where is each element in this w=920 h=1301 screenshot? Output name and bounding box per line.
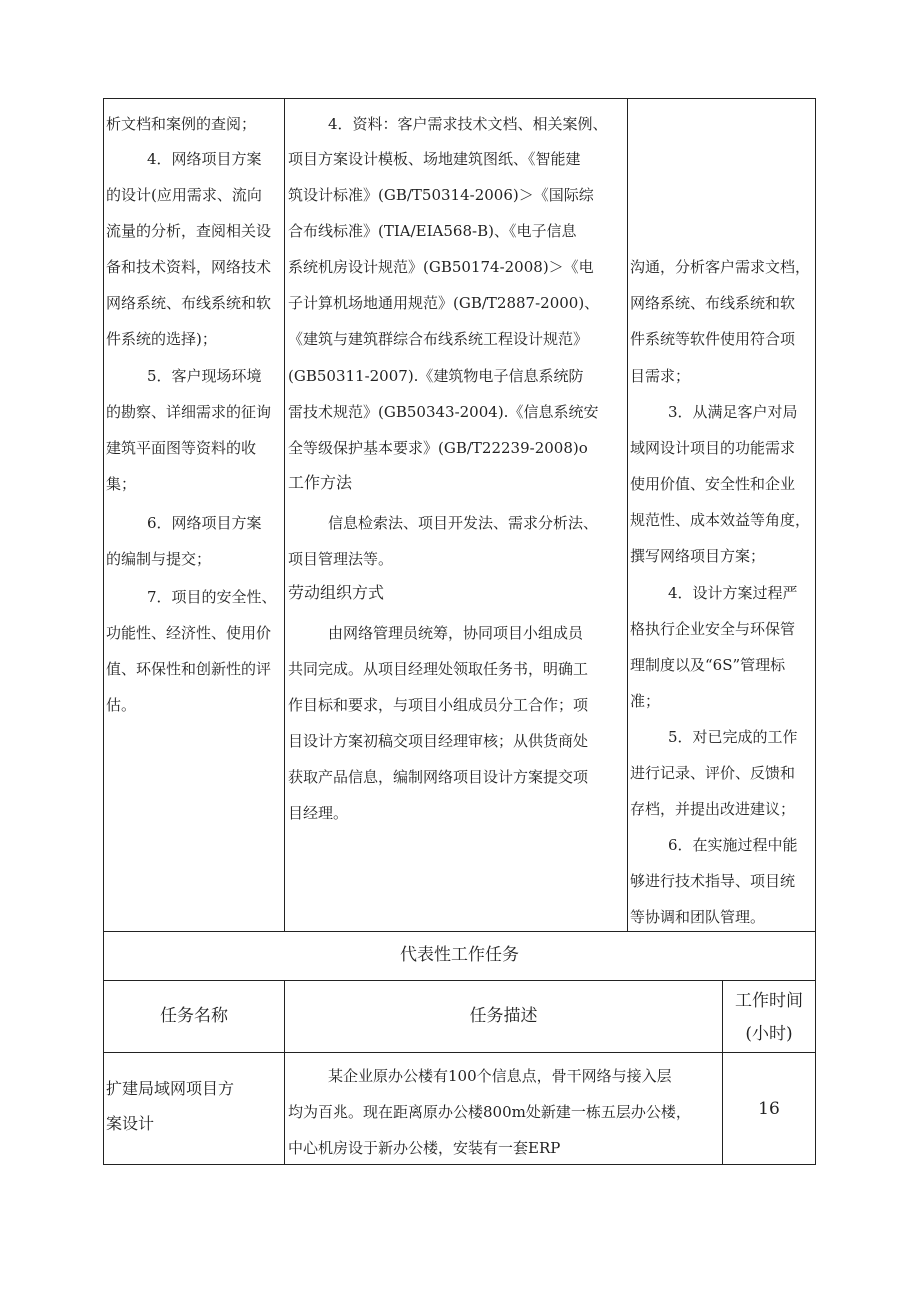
- col1-line: 的勘察、详细需求的征询: [106, 403, 272, 421]
- col3-line: 规范性、成本效益等角度，: [630, 511, 811, 529]
- col2-line: 作目标和要求，与项目小组成员分工合作；项: [288, 696, 589, 714]
- col2-line: 子计算机场地通用规范》(GB/T2887-2000)、: [288, 294, 600, 312]
- col1-line: 件系统的选择)；: [106, 330, 217, 348]
- col-divider-2-top: [627, 98, 628, 932]
- col1-line: 值、环保性和创新性的评: [106, 660, 272, 678]
- col1-line: 5．客户现场环境: [147, 367, 262, 385]
- col2-line: 雷技术规范》(GB50343-2004).《信息系统安: [288, 403, 599, 421]
- task-name-line2: 案设计: [106, 1114, 155, 1133]
- col3-line: 理制度以及“6S”管理标: [630, 656, 786, 674]
- col2-line: 目经理。: [288, 804, 349, 822]
- col3-line: 撰写网络项目方案；: [630, 547, 766, 565]
- col1-line: 建筑平面图等资料的收: [106, 439, 257, 457]
- task-name-line1: 扩建局域网项目方: [106, 1079, 235, 1098]
- header-task-name: 任务名称: [160, 1006, 228, 1026]
- col3-line: 准；: [630, 692, 661, 710]
- col1-line: 集；: [106, 475, 137, 493]
- col3-line: 4．设计方案过程严: [668, 584, 798, 602]
- col3-line: 等协调和团队管理。: [630, 908, 766, 926]
- task-desc-line: 中心机房设于新办公楼，安装有一套ERP: [288, 1139, 561, 1157]
- col3-line: 存档，并提出改进建议；: [630, 800, 796, 818]
- col3-line: 域网设计项目的功能需求: [630, 439, 796, 457]
- col1-line: 析文档和案例的查阅；: [106, 115, 257, 133]
- header-work-hours-unit: (小时): [745, 1024, 793, 1044]
- col3-line: 5．对已完成的工作: [668, 728, 798, 746]
- row-top-border: [103, 1052, 816, 1053]
- col2-line: 《建筑与建筑群综合布线系统工程设计规范》: [288, 330, 589, 348]
- col2-line: 目设计方案初稿交项目经理审核；从供货商处: [288, 732, 589, 750]
- col3-line: 件系统等软件使用符合项: [630, 330, 796, 348]
- col1-line: 网络系统、布线系统和软: [106, 294, 272, 312]
- col2-line: 由网络管理员统筹，协同项目小组成员: [328, 624, 584, 642]
- col3-line: 目需求；: [630, 367, 691, 385]
- col2-heading-method: 工作方法: [288, 473, 353, 492]
- col3-line: 格执行企业安全与环保管: [630, 620, 796, 638]
- col2-line: 系统机房设计规范》(GB50174-2008)＞《电: [288, 258, 594, 276]
- task-desc-line: 均为百兆。现在距离原办公楼800m处新建一栋五层办公楼，: [288, 1103, 691, 1121]
- col1-line: 4．网络项目方案: [147, 150, 262, 168]
- col3-line: 沟通，分析客户需求文档，: [630, 258, 811, 276]
- task-desc-line: 某企业原办公楼有100个信息点，骨干网络与接入层: [328, 1067, 672, 1085]
- col3-line: 进行记录、评价、反馈和: [630, 764, 796, 782]
- section-title: 代表性工作任务: [400, 945, 519, 965]
- col2-line: 获取产品信息，编制网络项目设计方案提交项: [288, 768, 589, 786]
- col2-line: 项目方案设计模板、场地建筑图纸、《智能建: [288, 150, 581, 168]
- col-divider-1-top: [284, 98, 285, 932]
- col3-line: 够进行技术指导、项目统: [630, 872, 796, 890]
- col2-line: 信息检索法、项目开发法、需求分析法、: [328, 514, 599, 532]
- col3-line: 3．从满足客户对局: [668, 403, 798, 421]
- header-work-hours: 工作时间: [735, 991, 803, 1011]
- header-task-desc: 任务描述: [469, 1006, 538, 1026]
- col2-heading-labor: 劳动组织方式: [288, 583, 385, 602]
- section-top-border: [103, 931, 816, 932]
- header-top-border: [103, 980, 816, 981]
- task-hours: 16: [758, 1099, 780, 1119]
- col1-line: 的设计(应用需求、流向: [106, 186, 262, 204]
- col3-line: 使用价值、安全性和企业: [630, 475, 796, 493]
- col2-line: 4．资料：客户需求技术文档、相关案例、: [328, 115, 608, 133]
- col1-line: 流量的分析，查阅相关设: [106, 222, 272, 240]
- col1-line: 的编制与提交；: [106, 550, 212, 568]
- col2-line: 全等级保护基本要求》(GB/T22239-2008)o: [288, 439, 588, 457]
- col2-line: (GB50311-2007).《建筑物电子信息系统防: [288, 367, 584, 385]
- right-border: [815, 98, 816, 1165]
- col2-line: 共同完成。从项目经理处领取任务书，明确工: [288, 660, 589, 678]
- col1-line: 7．项目的安全性、: [147, 588, 277, 606]
- col1-line: 估。: [106, 696, 137, 714]
- col1-line: 备和技术资料，网络技术: [106, 258, 272, 276]
- col1-line: 6．网络项目方案: [147, 514, 262, 532]
- col3-line: 网络系统、布线系统和软: [630, 294, 796, 312]
- col2-line: 项目管理法等。: [288, 550, 394, 568]
- col2-line: 筑设计标准》(GB/T50314-2006)＞《国际综: [288, 186, 594, 204]
- col3-line: 6．在实施过程中能: [668, 836, 798, 854]
- col2-line: 合布线标准》(TIA/EIA568-B)、《电子信息: [288, 222, 577, 240]
- table-bottom-border: [103, 1164, 816, 1165]
- table-top-border: [103, 98, 816, 99]
- col1-line: 功能性、经济性、使用价: [106, 624, 272, 642]
